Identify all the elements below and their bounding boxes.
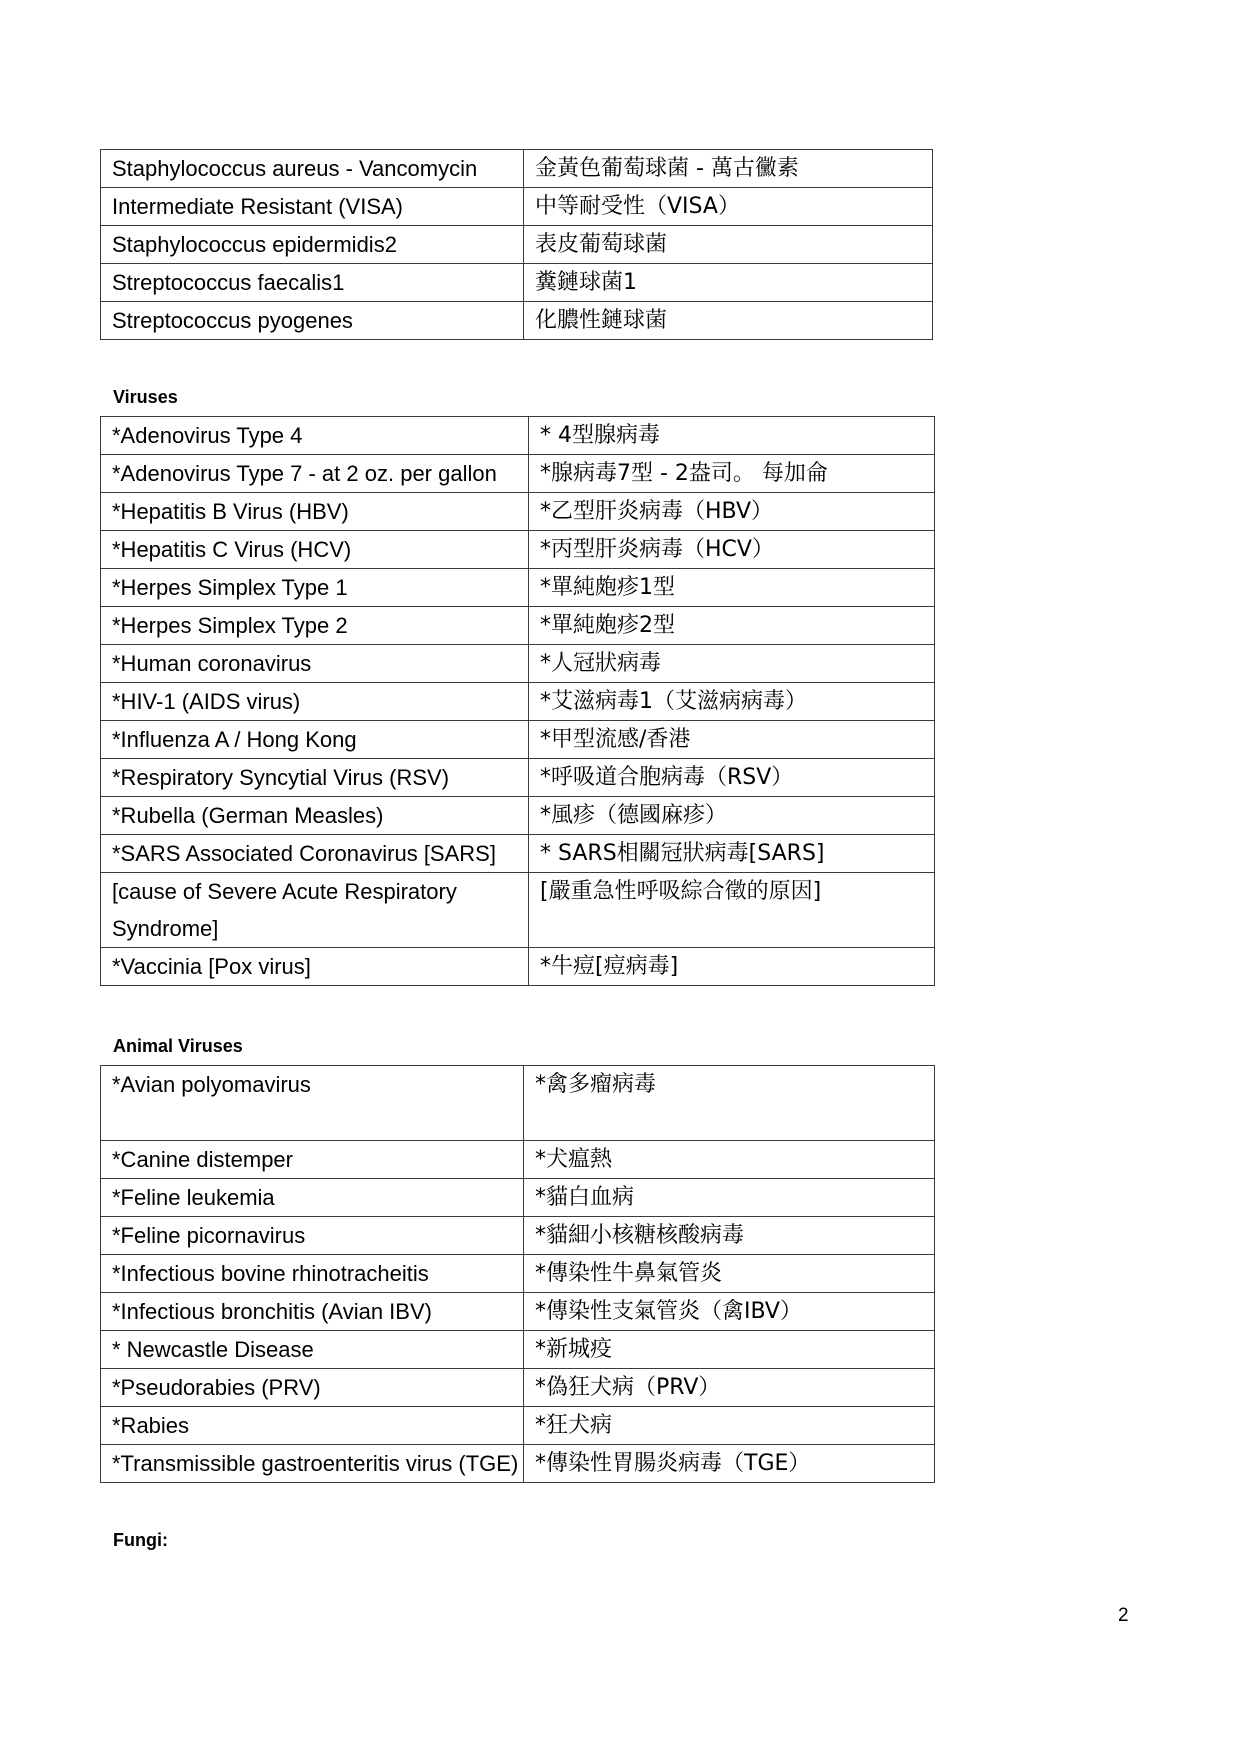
bacteria-table: [100, 149, 933, 340]
chinese-name: *丙型肝炎病毒（HCV）: [529, 531, 935, 569]
chinese-name: [嚴重急性呼吸綜合徵的原因]: [529, 873, 935, 948]
table-row: [101, 264, 933, 302]
table-row: [101, 417, 935, 455]
table-row: [101, 873, 935, 948]
table-row: [101, 569, 935, 607]
chinese-name: *貓細小核糖核酸病毒: [524, 1217, 935, 1255]
table-row: [101, 683, 935, 721]
english-name: *Infectious bovine rhinotracheitis: [101, 1255, 524, 1293]
english-name: *Vaccinia [Pox virus]: [101, 948, 529, 986]
table-row: [101, 1407, 935, 1445]
table-row: [101, 797, 935, 835]
table-row: [101, 1445, 935, 1483]
english-name: *HIV-1 (AIDS virus): [101, 683, 529, 721]
chinese-name: *傳染性牛鼻氣管炎: [524, 1255, 935, 1293]
table-row: [101, 759, 935, 797]
english-name: *Hepatitis C Virus (HCV): [101, 531, 529, 569]
english-name: *Infectious bronchitis (Avian IBV): [101, 1293, 524, 1331]
chinese-name: *人冠狀病毒: [529, 645, 935, 683]
chinese-name: 化膿性鏈球菌: [524, 302, 933, 340]
table-row: [101, 455, 935, 493]
chinese-name: *呼吸道合胞病毒（RSV）: [529, 759, 935, 797]
chinese-name: * SARS相關冠狀病毒[SARS]: [529, 835, 935, 873]
english-name: *Feline picornavirus: [101, 1217, 524, 1255]
chinese-name: *犬瘟熱: [524, 1141, 935, 1179]
chinese-name: * 4型腺病毒: [529, 417, 935, 455]
chinese-name: *單純皰疹1型: [529, 569, 935, 607]
chinese-name: *腺病毒7型 - 2盎司。 每加侖: [529, 455, 935, 493]
chinese-name: 表皮葡萄球菌: [524, 226, 933, 264]
chinese-name: *傳染性支氣管炎（禽IBV）: [524, 1293, 935, 1331]
chinese-name: 中等耐受性（VISA）: [524, 188, 933, 226]
english-name: *Adenovirus Type 4: [101, 417, 529, 455]
english-name: Intermediate Resistant (VISA): [101, 188, 524, 226]
english-name: *Adenovirus Type 7 - at 2 oz. per gallon: [101, 455, 529, 493]
chinese-name: *牛痘[痘病毒]: [529, 948, 935, 986]
english-name: * Newcastle Disease: [101, 1331, 524, 1369]
table-row: [101, 1141, 935, 1179]
english-name: *Canine distemper: [101, 1141, 524, 1179]
english-name: *Transmissible gastroenteritis virus (TGE): [101, 1445, 524, 1483]
chinese-name: 金黃色葡萄球菌 - 萬古黴素: [524, 150, 933, 188]
viruses-heading: Viruses: [113, 387, 178, 407]
table-row: [101, 835, 935, 873]
table-row: [101, 645, 935, 683]
chinese-name: *風疹（德國麻疹）: [529, 797, 935, 835]
english-name: *Herpes Simplex Type 1: [101, 569, 529, 607]
animal-viruses-table: [100, 1065, 935, 1483]
english-name: *Herpes Simplex Type 2: [101, 607, 529, 645]
table-row: [101, 1369, 935, 1407]
chinese-name: *乙型肝炎病毒（HBV）: [529, 493, 935, 531]
table-row: [101, 493, 935, 531]
chinese-name: *單純皰疹2型: [529, 607, 935, 645]
english-name: *Feline leukemia: [101, 1179, 524, 1217]
table-row: [101, 1293, 935, 1331]
table-row: [101, 150, 933, 188]
chinese-name: *傳染性胃腸炎病毒（TGE）: [524, 1445, 935, 1483]
english-name: Staphylococcus aureus - Vancomycin: [101, 150, 524, 188]
fungi-heading: Fungi:: [113, 1530, 168, 1550]
chinese-name: *禽多瘤病毒: [524, 1066, 935, 1141]
table-row: [101, 1066, 935, 1141]
english-name: *Rubella (German Measles): [101, 797, 529, 835]
table-row: [101, 721, 935, 759]
english-name: *Hepatitis B Virus (HBV): [101, 493, 529, 531]
page-number: 2: [1118, 1605, 1129, 1626]
table-row: [101, 1255, 935, 1293]
table-row: [101, 188, 933, 226]
english-name: *Pseudorabies (PRV): [101, 1369, 524, 1407]
english-name: Streptococcus faecalis1: [101, 264, 524, 302]
table-row: [101, 607, 935, 645]
chinese-name: *貓白血病: [524, 1179, 935, 1217]
english-name: [cause of Severe Acute Respiratory Syndrome]: [101, 873, 529, 948]
english-name: *Rabies: [101, 1407, 524, 1445]
english-name: *Influenza A / Hong Kong: [101, 721, 529, 759]
chinese-name: 糞鏈球菌1: [524, 264, 933, 302]
viruses-table: [100, 416, 935, 986]
chinese-name: *狂犬病: [524, 1407, 935, 1445]
english-name: *SARS Associated Coronavirus [SARS]: [101, 835, 529, 873]
chinese-name: *偽狂犬病（PRV）: [524, 1369, 935, 1407]
table-row: [101, 302, 933, 340]
table-row: [101, 1217, 935, 1255]
english-name: *Human coronavirus: [101, 645, 529, 683]
chinese-name: *甲型流感/香港: [529, 721, 935, 759]
english-name: *Respiratory Syncytial Virus (RSV): [101, 759, 529, 797]
table-row: [101, 948, 935, 986]
chinese-name: *艾滋病毒1（艾滋病病毒）: [529, 683, 935, 721]
animal-viruses-heading: Animal Viruses: [113, 1036, 243, 1056]
table-row: [101, 1331, 935, 1369]
table-row: [101, 226, 933, 264]
english-name: *Avian polyomavirus: [101, 1066, 524, 1141]
table-row: [101, 531, 935, 569]
english-name: Staphylococcus epidermidis2: [101, 226, 524, 264]
english-name: Streptococcus pyogenes: [101, 302, 524, 340]
table-row: [101, 1179, 935, 1217]
chinese-name: *新城疫: [524, 1331, 935, 1369]
